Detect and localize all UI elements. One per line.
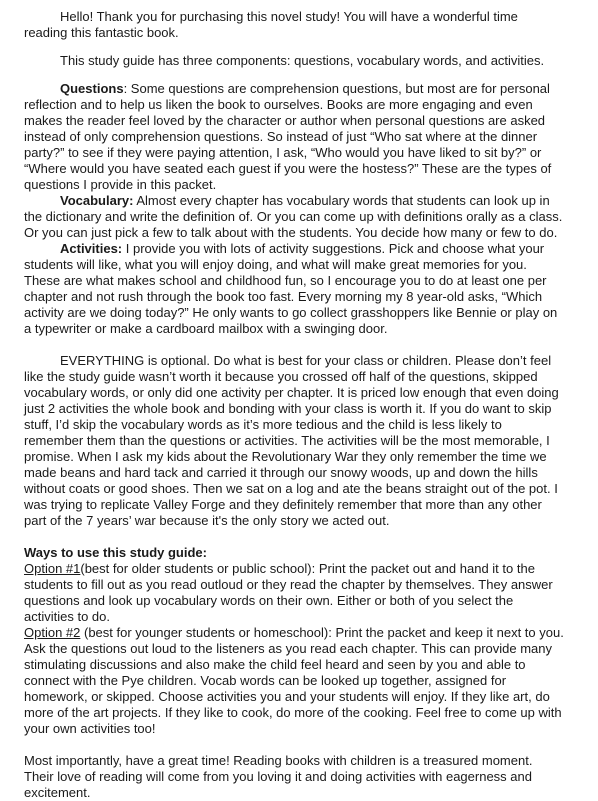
questions-paragraph xyxy=(24,81,564,193)
intro-greeting: Hello! Thank you for purchasing this novel study! You will have a wonderful time reading this fantastic book. xyxy=(24,9,518,40)
option2-paragraph xyxy=(24,625,564,737)
vocabulary-paragraph xyxy=(24,193,564,241)
closing-paragraph: Most importantly, have a great time! Reading books with children is a treasured moment. Their love of reading will come from you loving it and doing activities with eagerness and excitement. xyxy=(24,753,533,800)
spacer xyxy=(24,529,564,545)
activities-heading: Activities: xyxy=(60,241,123,256)
activities-text: I provide you with lots of activity suggestions. Pick and choose what your students will like, what you will enjoy doing, and what will make great memories for you. These are what makes school and childhood fun, so I encourage you to do at least one per chapter and not rush through the book too fast. Every morning my 8 year-old asks, “Which activity are we doing today?” He only wants to go collect grasshoppers like Bennie or play on a typewriter or make a cardboard mailbox with a swinging door. xyxy=(24,241,558,336)
document-page xyxy=(24,9,564,801)
vocabulary-heading: Vocabulary: xyxy=(60,193,134,208)
questions-heading: Questions xyxy=(60,81,124,96)
spacer xyxy=(24,69,564,81)
option2-text: (best for younger students or homeschool): Print the packet and keep it next to you. Ask the questions out loud to the listeners as you read each chapter. This can provide many stimulating discussions and also make the child feel heard and seen by you and able to connect with the Pye children. Vocab words can be looked up together, assigned for homework, or skipped. Choose activities you and your students will enjoy. If they like art, do more of the art projects. If they like to cook, do more of the cooking. Feel free to come up with your own activities too! xyxy=(24,625,564,736)
questions-text: : Some questions are comprehension questions, but most are for personal reflection and to help us liken the book to ourselves. Books are more engaging and even makes the reader feel loved by the character or author when personal questions are asked instead of only comprehension questions. So instead of just “Who sat where at the dinner party?” to see if they were paying attention, I ask, “Who would you have liked to sit by?” or “Where would you have seated each guest if you were the hostess?” These are the types of questions I provide in this packet. xyxy=(24,81,552,192)
vocabulary-text: Almost every chapter has vocabulary words that students can look up in the dictionary and write the definition of. Or you can come up with definitions orally as a class. Or you can just pick a few to talk about with the students. You decide how many or few to do. xyxy=(24,193,563,240)
spacer xyxy=(24,41,564,53)
activities-paragraph xyxy=(24,241,564,337)
option1-paragraph xyxy=(24,561,564,625)
ways-heading xyxy=(24,545,564,561)
ways-heading-text: Ways to use this study guide: xyxy=(24,545,207,560)
optional-paragraph: EVERYTHING is optional. Do what is best for your class or children. Please don’t feel like the study guide wasn’t worth it because you crossed off half of the questions, skipped vocabulary words, or only did one activity per chapter. It is priced low enough that even doing just 2 activities the whole book and bonding with your class is worth it. If you do want to skip stuff, I’d skip the vocabulary words as it’s more tedious and the child is less likely to remember them than the questions or activities. The activities will be the most memorable, I promise. When I ask my kids about the Revolutionary War they only remember the time we made beans and hard tack and carried it through our snowy woods, up and down the hills without coats or good shoes. Then we sat on a log and ate the beans straight out of the pot. I was trying to replicate Valley Forge and they definitely remember that more than any other part of the 7 years’ war because it's the only story we acted out. xyxy=(24,353,559,528)
option1-label: Option #1 xyxy=(24,561,81,576)
intro-components: This study guide has three components: questions, vocabulary words, and activities. xyxy=(60,53,545,68)
option1-text: (best for older students or public school): Print the packet out and hand it to the students to fill out as you read outloud or they read the chapter by themselves. They answer questions and look up vocabulary words on their own. Either or both of you select the activities to do. xyxy=(24,561,553,624)
spacer xyxy=(24,337,564,353)
option2-label: Option #2 xyxy=(24,625,81,640)
spacer xyxy=(24,737,564,753)
